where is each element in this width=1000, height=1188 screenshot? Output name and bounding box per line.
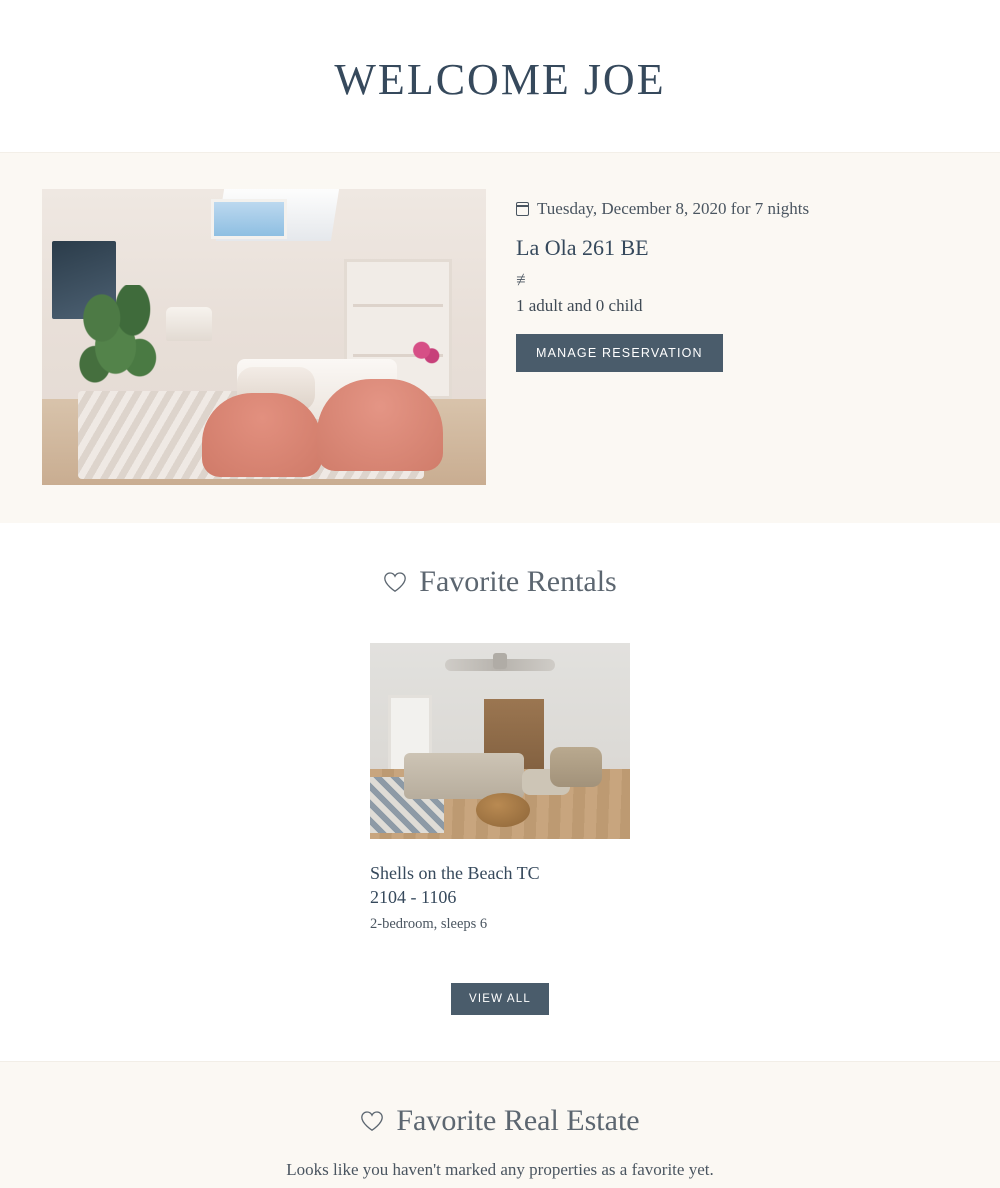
heart-icon bbox=[383, 571, 407, 593]
reservation-glyph: ≢ bbox=[516, 270, 533, 289]
reservation-section bbox=[0, 152, 1000, 523]
reservation-date-row bbox=[516, 199, 958, 219]
reservation-property-name: La Ola 261 BE bbox=[516, 235, 649, 260]
calendar-icon bbox=[516, 202, 529, 216]
favorite-rentals-section bbox=[0, 523, 1000, 1061]
rental-card-title bbox=[370, 861, 630, 910]
card-photo-ceiling-fan bbox=[445, 659, 555, 671]
rental-card[interactable] bbox=[370, 643, 630, 933]
heart-icon bbox=[360, 1110, 384, 1132]
reservation-date-text: Tuesday, December 8, 2020 for 7 nights bbox=[537, 199, 810, 218]
card-photo-chair bbox=[550, 747, 602, 787]
favorite-rentals-title: Favorite Rentals bbox=[419, 565, 617, 598]
reservation-photo[interactable] bbox=[42, 189, 486, 485]
favorite-real-estate-empty-message: Looks like you haven't marked any properties as a favorite yet. bbox=[286, 1159, 714, 1179]
card-photo-sofa bbox=[404, 753, 524, 799]
favorite-real-estate-section bbox=[0, 1061, 1000, 1188]
rental-card-subtitle: 2-bedroom, sleeps 6 bbox=[370, 915, 488, 932]
favorite-real-estate-title-row bbox=[0, 1104, 1000, 1138]
photo-armchair-left bbox=[202, 393, 322, 477]
page-title: WELCOME JOE bbox=[334, 54, 666, 104]
photo-plant bbox=[76, 285, 162, 395]
reservation-guests: 1 adult and 0 child bbox=[516, 295, 643, 315]
welcome-header bbox=[0, 0, 1000, 152]
favorite-real-estate-title: Favorite Real Estate bbox=[396, 1103, 640, 1137]
reservation-details bbox=[516, 189, 958, 372]
rental-card-title-line2: 2104 - 1106 bbox=[370, 887, 457, 908]
card-photo-coffee-table bbox=[476, 793, 530, 827]
rental-card-title-line1: Shells on the Beach TC bbox=[370, 863, 540, 883]
photo-lamp bbox=[166, 307, 212, 341]
favorite-rentals-title-row bbox=[0, 565, 1000, 599]
view-all-wrap bbox=[0, 983, 1000, 1015]
photo-flowers bbox=[408, 339, 442, 367]
reservation-inner bbox=[0, 189, 1000, 485]
photo-armchair-right bbox=[317, 379, 443, 471]
photo-window bbox=[211, 199, 287, 239]
manage-reservation-button[interactable]: MANAGE RESERVATION bbox=[516, 334, 723, 372]
rental-card-photo[interactable] bbox=[370, 643, 630, 839]
view-all-button[interactable]: VIEW ALL bbox=[451, 983, 549, 1015]
